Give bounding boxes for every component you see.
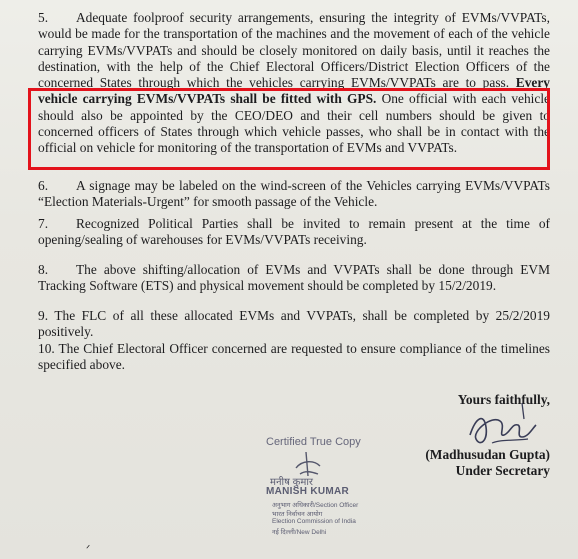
paragraph-8 (38, 262, 550, 295)
paragraph-5-bold-text: Every vehicle carrying EVMs/VVPATs shall be fitted with GPS. (38, 75, 550, 107)
stamp-line-1: अनुभाग अधिकारी/Section Officer (272, 502, 359, 509)
stamp-hindi-name: मनीष कुमार (270, 477, 314, 488)
stamp-line-2: भारत निर्वाचन आयोग (272, 511, 323, 518)
paragraph-9 (38, 308, 550, 341)
handwritten-signature (462, 395, 542, 455)
paragraph-6 (38, 178, 550, 211)
paragraph-10-text: 10. The Chief Electoral Officer concerned are requested to ensure compliance of the timelines specified above. (38, 341, 550, 373)
paragraph-8-text: The above shifting/allocation of EVMs and VVPATs shall be done through EVM Tracking Software (ETS) and physical movement should be completed by 15/2/2019. (38, 262, 550, 294)
paragraph-6-text: A signage may be labeled on the wind-screen of the Vehicles carrying EVMs/VVPATs “Election Materials-Urgent” for smooth passage of the Vehicle. (38, 178, 550, 210)
paragraph-7 (38, 216, 550, 249)
signatory-designation: Under Secretary (455, 463, 550, 478)
paragraph-number: 8. (38, 262, 49, 277)
stamp-line-3: Election Commission of India (272, 518, 356, 525)
stamp-certified-label: Certified True Copy (266, 436, 361, 448)
paragraph-9-text: 9. The FLC of all these allocated EVMs and VVPATs, shall be completed by 25/2/2019 positively. (38, 308, 550, 340)
paragraph-5-text: Adequate foolproof security arrangements, ensuring the integrity of EVMs/VVPATs, would be made for the transportation of the machines and the movement of each of the vehicle carrying EVMs/VVPATs and should be closely monitored on daily basis, until it reaches the destination, with the help of the Chief Electoral Officers/District Election Officers of the concerned States through which the vehicles carrying EVMs/VVPATs are to pass. (38, 10, 550, 91)
closing-salutation: Yours faithfully, (457, 392, 550, 407)
stamp-name: MANISH KUMAR (266, 486, 350, 497)
paragraph-5-text-after: One official with each vehicle should also be appointed by the CEO/DEO and their cell numbers should be given to concerned officers of States through which vehicle passes, who shall be in contact with the official on vehicle for monitoring of the transportation of EVMs and VVPATs. (38, 91, 550, 156)
red-highlight-box (28, 88, 550, 170)
paragraph-number: 6. (38, 178, 49, 193)
paragraph-number: 7. (38, 216, 49, 231)
stray-mark: ᐟ (86, 544, 91, 555)
certified-copy-stamp (258, 436, 368, 556)
paragraph-7-text: Recognized Political Parties shall be invited to remain present at the time of opening/sealing of warehouses for EVMs/VVPATs receiving. (38, 216, 550, 248)
paragraph-number: 5. (38, 10, 49, 25)
signatory-name: (Madhusudan Gupta) (425, 447, 550, 462)
paragraph-10 (38, 341, 550, 374)
stamp-line-4: नई दिल्ली/New Delhi (272, 529, 327, 536)
